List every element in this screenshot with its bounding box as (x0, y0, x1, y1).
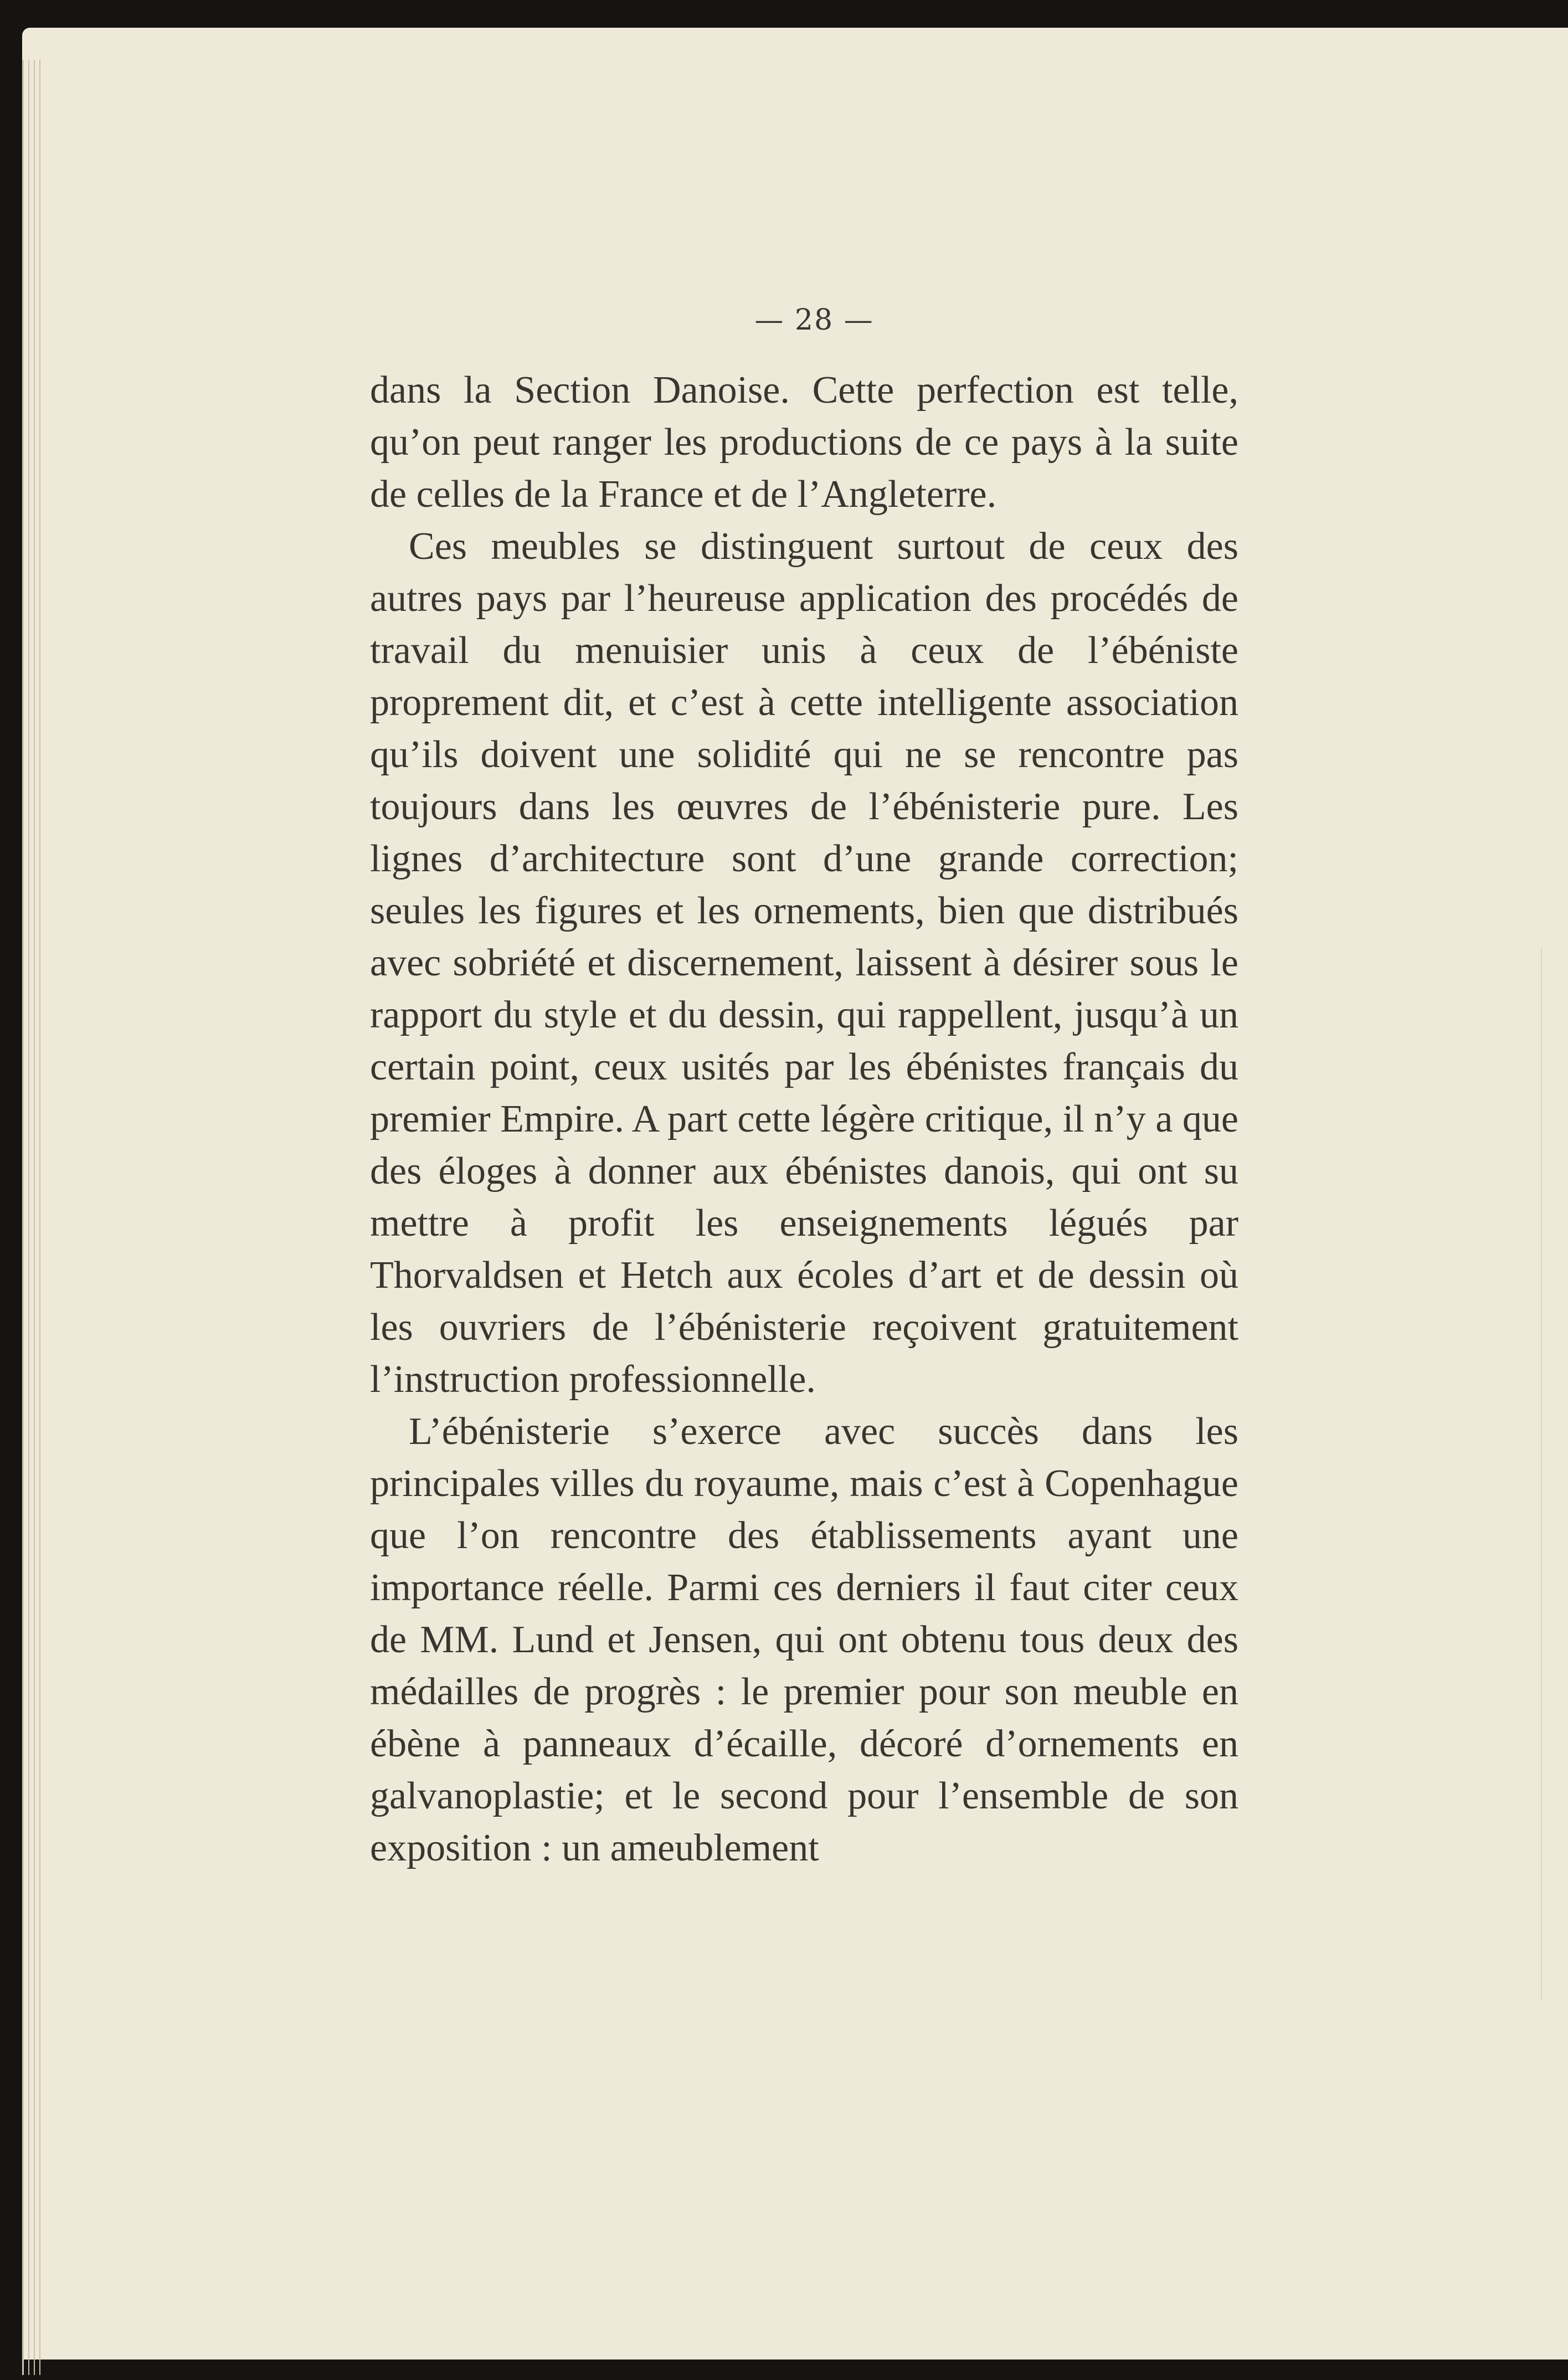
page-number: — 28 — (754, 304, 874, 337)
page-stack-edges (22, 60, 57, 2375)
page-edge-line (34, 60, 35, 2375)
fold-shadow (1541, 947, 1542, 1999)
body-text (370, 364, 1238, 1874)
paragraph: dans la Section Danoise. Cette perfection est telle, qu’on peut ranger les productions de ce pays à la suite de celles de la France et de l’Angleterre. (370, 369, 1238, 516)
paragraph: L’ébénisterie s’exerce avec succès dans les principales villes du royaume, mais c’est à Copenhague que l’on rencontre des établissements ayant une importance réelle. Parmi ces derniers il faut citer ceux de MM. Lund et Jensen, qui ont obtenu tous deux des médailles de progrès : le premier pour son meuble en ébène à panneaux d’écaille, décoré d’ornements en galvanoplastie; et le second pour l’ensemble de son exposition : un ameublement (370, 1410, 1238, 1869)
paragraph: Ces meubles se distinguent surtout de ceux des autres pays par l’heureuse application des procédés de travail du menuisier unis à ceux de l’ébéniste proprement dit, et c’est à cette intelligente association qu’ils doivent une solidité qui ne se rencontre pas toujours dans les œuvres de l’ébénisterie pure. Les lignes d’architecture sont d’une grande correction; seules les figures et les ornements, bien que distribués avec sobriété et discernement, laissent à désirer sous le rapport du style et du dessin, qui rappellent, jusqu’à un certain point, ceux usités par les ébénistes français du premier Empire. A part cette légère critique, il n’y a que des éloges à donner aux ébénistes danois, qui ont su mettre à profit les enseignements légués par Thorvaldsen et Hetch aux écoles d’art et de dessin où les ouvriers de l’ébénisterie reçoivent gratuitement l’instruction professionnelle. (370, 525, 1238, 1401)
page-edge-line (28, 60, 29, 2375)
page-edge-line (39, 60, 40, 2375)
